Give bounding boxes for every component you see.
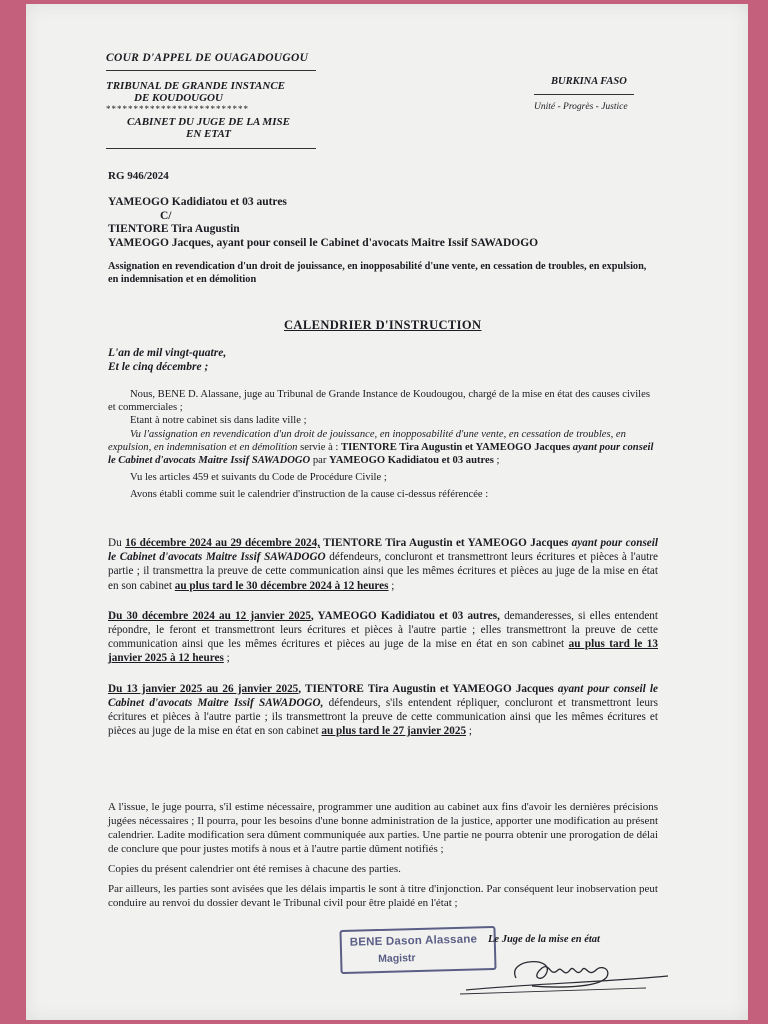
separator-stars: **************************	[106, 104, 249, 114]
assignation-text: Vu l'assignation en revendication d'un droit de jouissance, en inopposabilité d'une vente, en cessation de troubles, en expulsion, en indemnisation et en démolition	[108, 428, 626, 453]
schedule-step-1	[108, 536, 658, 593]
step3-deadline: au plus tard le 27 janvier 2025	[321, 725, 467, 738]
party-defendant-2: YAMEOGO Jacques, ayant pour conseil le Cabinet d'avocats Maitre Issif SAWADOGO	[108, 236, 539, 249]
assignation-servie: servie à :	[297, 441, 342, 453]
stamp-name: BENE Dason Alassane	[349, 933, 478, 949]
step3-end: ;	[466, 725, 472, 738]
schedule-step-3	[108, 682, 658, 739]
step3-counsel: ayant pour conseil le Cabinet d'avocats Maitre Issif SAWADOGO,	[108, 682, 659, 709]
assignation-plaintiffs: YAMEOGO Kadidiatou et 03 autres	[329, 455, 494, 467]
date-line1: L'an de mil vingt-quatre,	[108, 347, 227, 359]
step2-parties: , YAMEOGO Kadidiatou et 03 autres,	[310, 609, 500, 622]
assignation-defendants: TIENTORE Tira Augustin et YAMEOGO Jacques	[341, 441, 571, 453]
step2-end: ;	[223, 652, 230, 665]
step2-period: Du 30 décembre 2024 au 12 janvier 2025	[108, 609, 311, 622]
tribunal-line1: TRIBUNAL DE GRANDE INSTANCE	[106, 80, 285, 92]
header-divider	[106, 70, 316, 71]
case-object: Assignation en revendication d'un droit de jouissance, en inopposabilité d'une vente, en cessation de troubles, en expulsion, en indemnisation et en démolition	[108, 261, 647, 285]
step1-text: défendeurs, concluront et transmettront leurs écritures et pièces à l'autre partie ; il transmettra la preuve de cette communication ainsi que les mêmes écritures et pièces au juge de la mise en état en son cabinet	[108, 551, 658, 592]
closing-copies: Copies du présent calendrier ont été remises à chacune des parties.	[108, 863, 401, 875]
step2-text: demanderesses, si elles entendent répondre, le feront et transmettront leurs écritures et pièces à l'autre partie ; elles transmettront la preuve de cette communication ainsi que les mêmes écritures et pièces au juge de la mise en état en son cabinet	[108, 609, 658, 651]
document-date	[108, 346, 226, 374]
party-plaintiff: YAMEOGO Kadidiatou et 03 autres	[108, 196, 287, 208]
judge-signature	[446, 948, 676, 998]
step3-period: Du 13 janvier 2025 au 26 janvier 2025	[108, 682, 299, 695]
document-title: CALENDRIER D'INSTRUCTION	[284, 318, 482, 332]
preamble-judge: Nous, BENE D. Alassane, juge au Tribunal de Grande Instance de Koudougou, chargé de la mise en état des causes civiles et commerciales ;	[108, 389, 650, 414]
preamble-established: Avons établi comme suit le calendrier d'instruction de la cause ci-dessus référencée :	[130, 489, 489, 501]
assignation-par: par	[310, 455, 330, 467]
cabinet-line1: CABINET DU JUGE DE LA MISE	[127, 116, 290, 128]
step1-parties: TIENTORE Tira Augustin et YAMEOGO Jacques	[320, 537, 569, 549]
assignation-end: ;	[493, 455, 500, 467]
step1-period: 16 décembre 2024 au 29 décembre 2024,	[125, 537, 321, 549]
preamble-articles: Vu les articles 459 et suivants du Code de Procédure Civile ;	[130, 472, 387, 484]
preamble	[108, 388, 658, 502]
step1-end: ;	[388, 579, 395, 592]
date-line2: Et le cinq décembre ;	[108, 361, 209, 373]
closing-injunction: Par ailleurs, les parties sont avisées que les délais impartis le sont à titre d'injonction. Par conséquent leur inobservation peut conduire au renvoi du dossier devant le Tribunal civil pour être plaidé en l'état ;	[108, 883, 658, 909]
country-divider	[534, 94, 634, 95]
schedule	[108, 536, 658, 754]
step3-parties: , TIENTORE Tira Augustin et YAMEOGO Jacques	[298, 682, 554, 695]
step1-counsel: ayant pour conseil le Cabinet d'avocats Maitre Issif SAWADOGO	[108, 537, 658, 564]
preamble-assignation	[108, 428, 658, 468]
case-parties	[108, 196, 538, 250]
schedule-step-2	[108, 609, 658, 666]
tribunal-line2: DE KOUDOUGOU	[134, 92, 223, 104]
party-defendant-1: TIENTORE Tira Augustin	[108, 223, 240, 235]
closing-audition: A l'issue, le juge pourra, s'il estime nécessaire, programmer une audition au cabinet aux fins d'avoir les dernières précisions jugées nécessaires ; Il pourra, pour les besoins d'une bonne administration de la justice, apporter une modification au présent calendrier. Ladite modification sera dûment communiquée aux parties. Une partie ne pourra obtenir une prorogation de délai de conclure que pour justes motifs à nous et à l'autre partie dûment notifiés ;	[108, 801, 658, 855]
step3-text: défendeurs, s'ils entendent répliquer, concluront et transmettront leurs écritures et pièces à l'autre partie ; ils transmettront la preuve de cette communication ainsi que les mêmes écritures et pièces au juge de la mise en état en son cabinet	[108, 696, 658, 738]
closing	[108, 800, 658, 916]
cabinet-name	[121, 116, 296, 140]
preamble-location: Etant à notre cabinet sis dans ladite ville ;	[130, 415, 307, 427]
court-name: COUR D'APPEL DE OUAGADOUGOU	[106, 52, 309, 64]
country-motto: Unité - Progrès - Justice	[534, 102, 628, 112]
step1-deadline: au plus tard le 30 décembre 2024 à 12 heures	[174, 579, 389, 592]
signature-title: Le Juge de la mise en état	[488, 934, 600, 945]
versus-label: C/	[160, 209, 172, 222]
step1-prefix: Du	[108, 537, 126, 549]
assignation-counsel: ayant pour conseil le Cabinet d'avocats Maitre Issif SAWADOGO	[108, 441, 654, 467]
document-page	[26, 4, 748, 1020]
header-divider-bottom	[106, 148, 316, 149]
case-number: RG 946/2024	[108, 170, 169, 182]
cabinet-line2: EN ETAT	[186, 128, 231, 140]
tribunal-name	[106, 80, 316, 104]
stamp-title: Magistr	[378, 952, 416, 966]
step2-deadline: au plus tard le 13 janvier 2025 à 12 heures	[108, 638, 658, 665]
country-name: BURKINA FASO	[551, 76, 627, 87]
